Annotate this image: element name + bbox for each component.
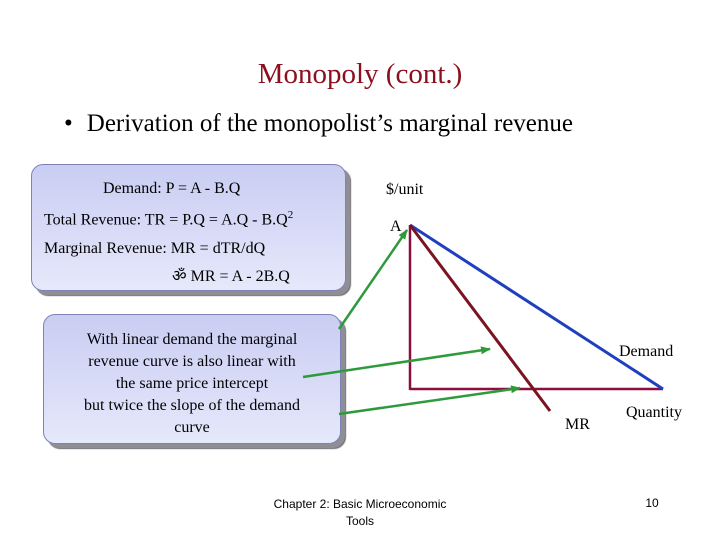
demand-line [410, 225, 663, 389]
slide-title: Monopoly (cont.) [257, 58, 463, 90]
note-line: but twice the slope of the demand [84, 397, 300, 414]
demand-equation: Demand: P = A - B.Q [103, 180, 241, 197]
bullet-marker: • [64, 110, 73, 137]
mr-line [410, 225, 550, 411]
implies-icon: ॐ [172, 268, 187, 285]
page-number: 10 [645, 496, 659, 510]
note-line: curve [174, 419, 210, 436]
intercept-label: A [390, 218, 402, 235]
total-revenue-exponent: 2 [287, 209, 294, 221]
marginal-revenue-equation: Marginal Revenue: MR = dTR/dQ [44, 240, 266, 257]
mr-result-equation: MR = A - 2B.Q [190, 268, 290, 285]
y-axis-label: $/unit [386, 181, 424, 198]
note-line: the same price intercept [115, 375, 269, 392]
note-line: With linear demand the marginal [86, 331, 298, 348]
demand-label: Demand [619, 343, 674, 360]
total-revenue-text: Total Revenue: TR = P.Q = A.Q - B.Q [44, 211, 288, 229]
intercept-arrow [339, 230, 407, 329]
mr-slope-arrow [339, 388, 520, 414]
x-axis-label: Quantity [626, 404, 682, 421]
mr-label: MR [565, 416, 590, 433]
bullet-text: Derivation of the monopolist’s marginal revenue [86, 110, 573, 137]
chapter-line: Chapter 2: Basic Microeconomic [273, 497, 447, 511]
chapter-footer [258, 496, 462, 530]
chapter-line: Tools [345, 514, 374, 528]
demand-slope-arrow [303, 349, 490, 377]
note-line: revenue curve is also linear with [88, 353, 296, 370]
